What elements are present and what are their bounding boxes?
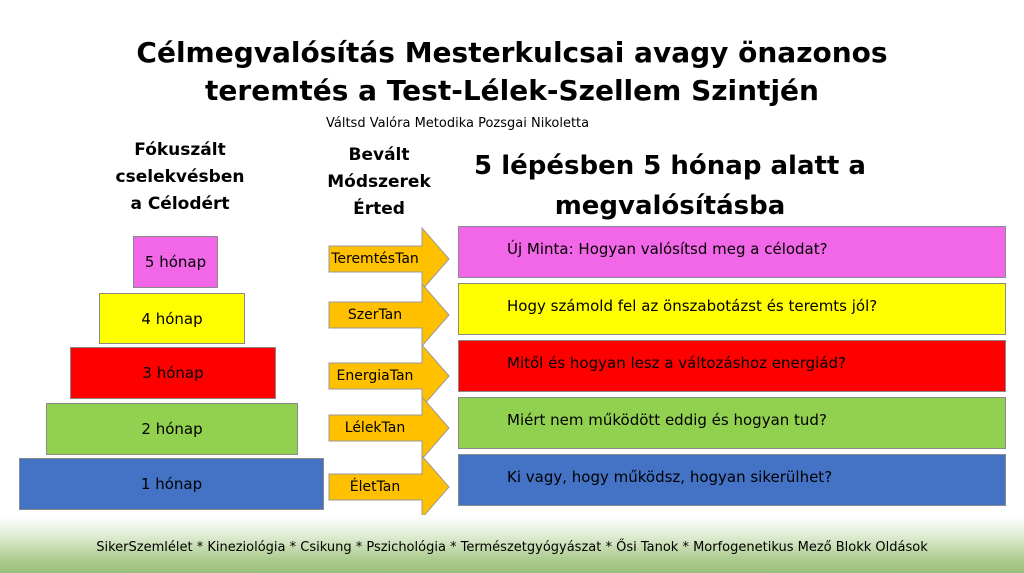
pyramid-level-5 bbox=[133, 236, 218, 288]
step-text: Hogy számold fel az önszabotázst és teremts jól? bbox=[507, 297, 878, 315]
right-column-heading bbox=[455, 146, 885, 226]
pyramid-level-label: 2 hónap bbox=[141, 420, 203, 438]
right-heading-line: megvalósításba bbox=[554, 191, 786, 221]
right-heading-line: 5 lépésben 5 hónap alatt a bbox=[474, 151, 866, 181]
step-text: Ki vagy, hogy működsz, hogyan sikerülhet? bbox=[507, 468, 833, 486]
footer-band bbox=[0, 515, 1024, 573]
method-label: ÉletTan bbox=[349, 479, 401, 495]
middle-heading-line: Bevált bbox=[348, 145, 410, 165]
step-bar-4 bbox=[458, 397, 1006, 449]
method-label: EnergiaTan bbox=[336, 368, 414, 384]
step-bar-5 bbox=[458, 454, 1006, 506]
pyramid-level-label: 3 hónap bbox=[142, 364, 204, 382]
middle-heading-line: Módszerek bbox=[327, 172, 431, 192]
pyramid-level-label: 4 hónap bbox=[141, 309, 203, 328]
pyramid-level-4 bbox=[99, 293, 245, 344]
main-title bbox=[0, 34, 1024, 110]
method-arrow-teremtestan bbox=[328, 227, 450, 291]
method-arrow-lelektan bbox=[328, 396, 450, 460]
method-arrow-szertan bbox=[328, 283, 450, 347]
pyramid-level-label: 1 hónap bbox=[140, 475, 203, 493]
title-line-1: Célmegvalósítás Mesterkulcsai avagy önazonos bbox=[136, 36, 888, 69]
step-bar-2 bbox=[458, 283, 1006, 335]
title-line-2: teremtés a Test-Lélek-Szellem Szintjén bbox=[205, 74, 819, 107]
method-arrow-elettan bbox=[328, 455, 450, 519]
method-label: TeremtésTan bbox=[331, 251, 419, 267]
step-bar-3 bbox=[458, 340, 1006, 392]
method-label: SzerTan bbox=[347, 307, 403, 323]
left-heading-line: Fókuszált bbox=[134, 140, 226, 160]
pyramid-level-1 bbox=[19, 458, 324, 510]
middle-heading-line: Érted bbox=[353, 199, 405, 219]
pyramid-level-2 bbox=[46, 403, 298, 455]
step-text: Mitől és hogyan lesz a változáshoz energiád? bbox=[507, 354, 847, 372]
left-heading-line: cselekvésben bbox=[115, 167, 245, 187]
pyramid-level-3 bbox=[70, 347, 276, 399]
pyramid-level-label: 5 hónap bbox=[144, 253, 207, 271]
step-text: Új Minta: Hogyan valósítsd meg a célodat? bbox=[507, 240, 828, 258]
left-heading-line: a Célodért bbox=[130, 194, 230, 214]
footer-text: SikerSzemlélet * Kineziológia * Csikung * Pszichológia * Természetgyógyászat * Ősi Tanok * Morfogenetikus Mező Blokk Oldások bbox=[96, 540, 928, 555]
step-bar-1 bbox=[458, 226, 1006, 278]
middle-column-heading bbox=[318, 142, 440, 223]
subtitle: Váltsd Valóra Metodika Pozsgai Nikoletta bbox=[326, 116, 590, 131]
method-label: LélekTan bbox=[344, 420, 406, 436]
step-text: Miért nem működött eddig és hogyan tud? bbox=[507, 411, 827, 429]
left-column-heading bbox=[95, 137, 265, 218]
